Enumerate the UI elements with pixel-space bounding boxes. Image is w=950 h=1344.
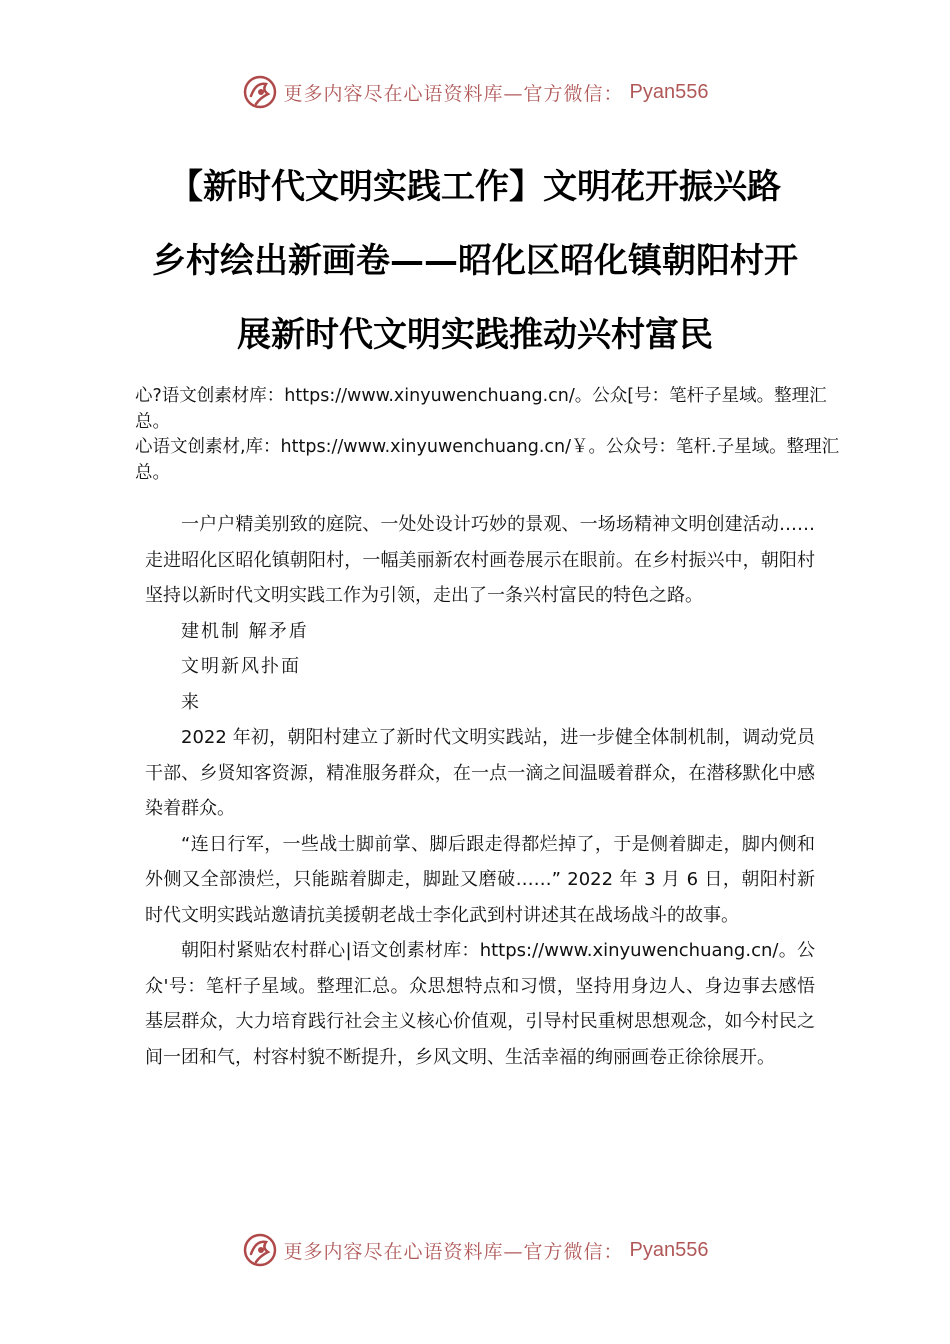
header-banner [0,70,950,114]
section-heading-3: 来 [181,691,199,713]
title-line-3: 展新时代文明实践推动兴村富民 [237,315,713,355]
footer-banner [0,1228,950,1272]
title-line-1: 【新时代文明实践工作】文明花开振兴路 [169,167,781,207]
section-heading-1: 建机制 解矛盾 [181,620,309,642]
title-line-2: 乡村绘出新画卷——昭化区昭化镇朝阳村开 [152,241,798,281]
banner-wechat-id: Pyan556 [629,80,709,103]
footer-banner-wechat-id: Pyan556 [629,1238,709,1261]
section-heading-2: 文明新风扑面 [181,656,301,677]
banner-content [242,74,709,110]
source-note-1: 心?语文创素材库：https://www.xinyuwenchuang.cn/。公众[号：笔杆子星域。整理汇总。 [135,386,827,432]
logo-icon [242,1232,278,1268]
paragraph-veteran-story: “连日行军，一些战士脚前掌、脚后跟走得都烂掉了，于是侧着脚走，脚内侧和外侧又全部溃烂，只能踮着脚走，脚趾又磨破……” 2022 年 3 月 6 日，朝阳村新时代文明实践站邀请抗美援朝老战士李化武到村讲述其在战场战斗的故事。 [145,833,815,926]
logo-icon [242,74,278,110]
document-title [110,150,840,372]
article-body [145,507,815,1075]
source-note-2: 心语文创素材,库：https://www.xinyuwenchuang.cn/￥。公众号：笔杆.子星域。整理汇总。 [135,437,840,483]
source-notes [135,384,850,486]
paragraph-intro: 一户户精美别致的庭院、一处处设计巧妙的景观、一场场精神文明创建活动……走进昭化区昭化镇朝阳村，一幅美丽新农村画卷展示在眼前。在乡村振兴中，朝阳村坚持以新时代文明实践工作为引领，走出了一条兴村富民的特色之路。 [145,514,815,606]
paragraph-2022: 2022 年初，朝阳村建立了新时代文明实践站，进一步健全体制机制，调动党员干部、乡贤知客资源，精准服务群众，在一点一滴之间温暖着群众，在潜移默化中感染着群众。 [145,727,815,819]
footer-banner-text: 更多内容尽在心语资料库—官方微信： [283,1240,624,1263]
paragraph-values: 朝阳村紧贴农村群心|语文创素材库：https://www.xinyuwenchuang.cn/。公众'号：笔杆子星域。整理汇总。众思想特点和习惯，坚持用身边人、身边事去感悟基层群众，大力培育践行社会主义核心价值观，引导村民重树思想观念，如今村民之间一团和气，村容村貌不断提升，乡风文明、生活幸福的绚丽画卷正徐徐展开。 [145,940,815,1068]
banner-text: 更多内容尽在心语资料库—官方微信： [283,82,624,105]
footer-banner-content [242,1232,709,1268]
